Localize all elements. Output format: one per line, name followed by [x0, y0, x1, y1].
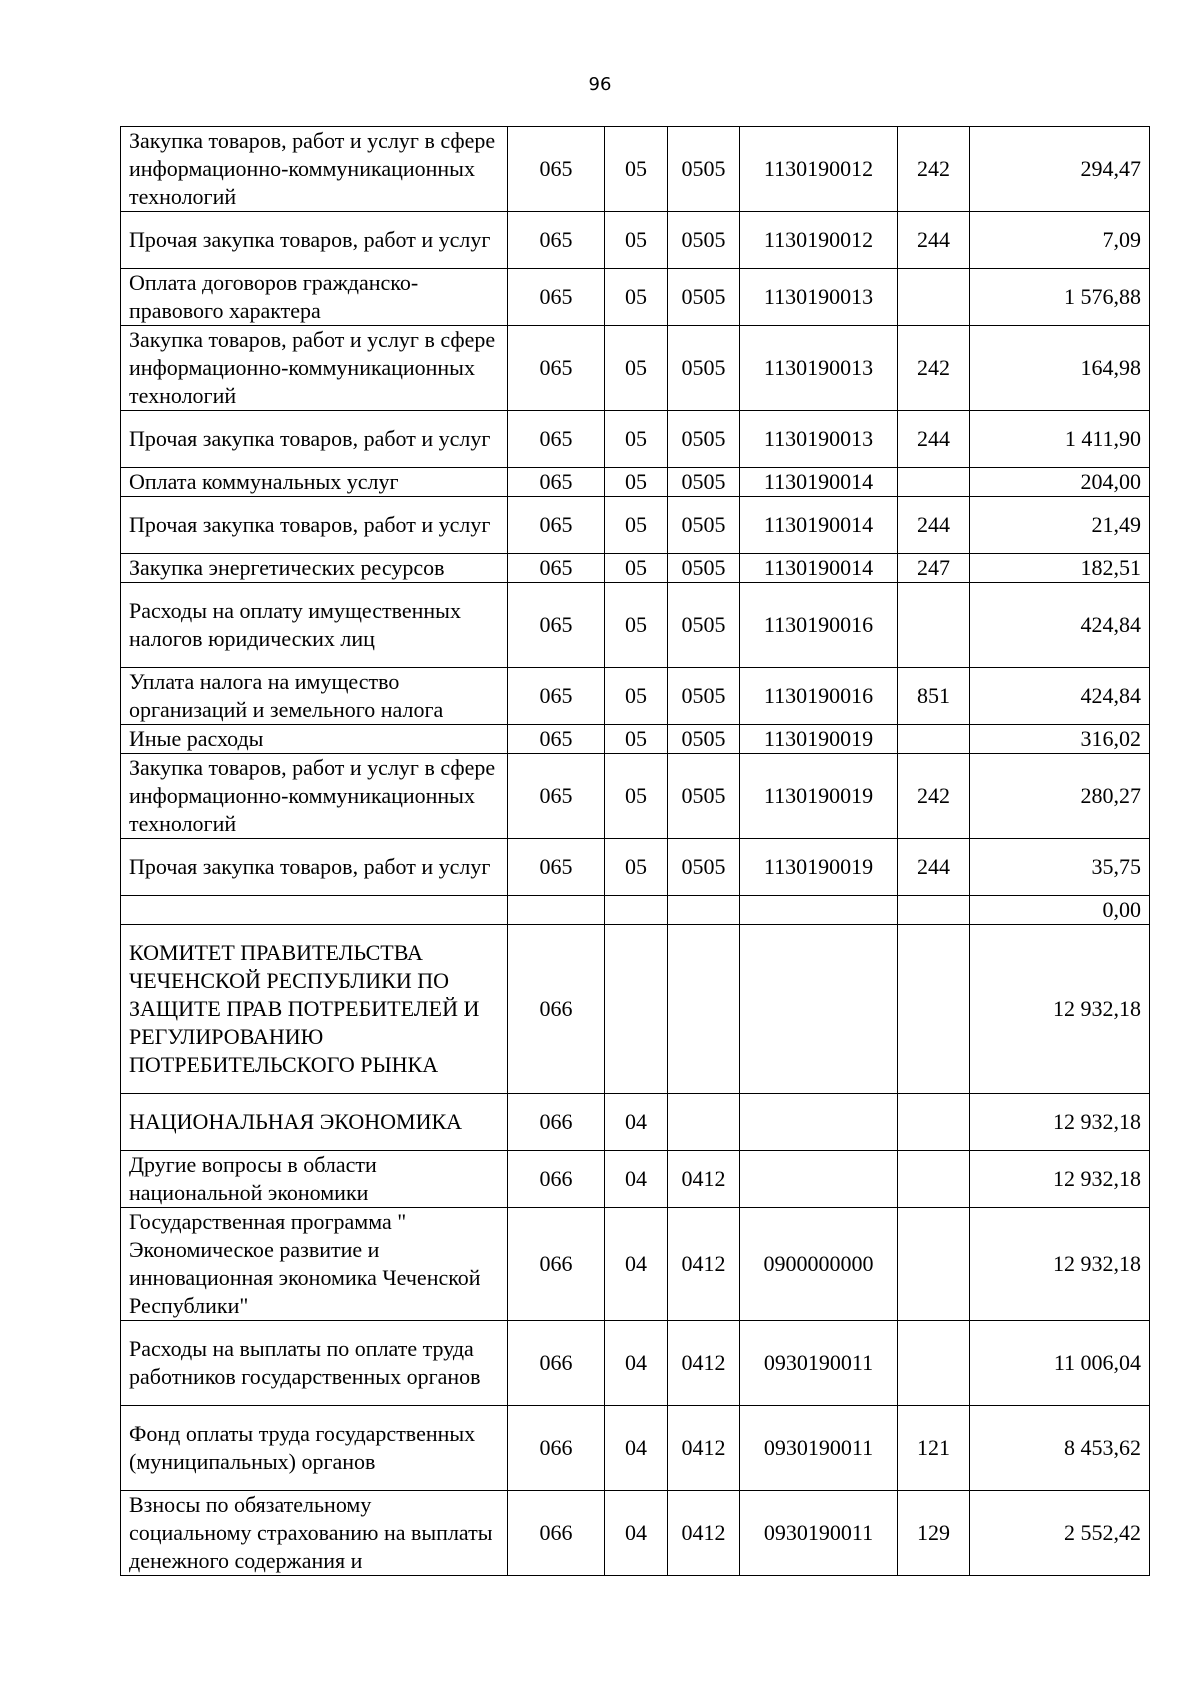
subsection-code-cell: [668, 1094, 740, 1151]
row-name-cell: Оплата договоров гражданско-правового характера: [121, 269, 508, 326]
amount-cell: 164,98: [970, 326, 1150, 411]
expense-type-cell: 129: [898, 1491, 970, 1576]
section-code-cell: 04: [605, 1151, 668, 1208]
target-code-cell: 0930190011: [740, 1491, 898, 1576]
amount-cell: 12 932,18: [970, 1208, 1150, 1321]
table-row: [121, 583, 1150, 668]
row-name-cell: Фонд оплаты труда государственных (муниципальных) органов: [121, 1406, 508, 1491]
ministry-code-cell: 065: [508, 668, 605, 725]
section-code-cell: 05: [605, 668, 668, 725]
target-code-cell: [740, 925, 898, 1094]
section-code-cell: 05: [605, 583, 668, 668]
expense-type-cell: 244: [898, 212, 970, 269]
ministry-code-cell: 066: [508, 1491, 605, 1576]
row-name-cell: Закупка энергетических ресурсов: [121, 554, 508, 583]
subsection-code-cell: 0505: [668, 326, 740, 411]
expense-type-cell: 242: [898, 326, 970, 411]
target-code-cell: 1130190013: [740, 269, 898, 326]
target-code-cell: 1130190013: [740, 411, 898, 468]
section-code-cell: 04: [605, 1208, 668, 1321]
section-code-cell: 05: [605, 326, 668, 411]
section-code-cell: 05: [605, 411, 668, 468]
target-code-cell: 1130190014: [740, 497, 898, 554]
table-row: [121, 127, 1150, 212]
ministry-code-cell: 065: [508, 497, 605, 554]
row-name-cell: [121, 896, 508, 925]
subsection-code-cell: 0412: [668, 1208, 740, 1321]
expense-type-cell: 242: [898, 127, 970, 212]
expense-type-cell: 247: [898, 554, 970, 583]
row-name-cell: Расходы на оплату имущественных налогов юридических лиц: [121, 583, 508, 668]
ministry-code-cell: 065: [508, 839, 605, 896]
expense-type-cell: 244: [898, 411, 970, 468]
expense-type-cell: [898, 468, 970, 497]
amount-cell: 424,84: [970, 583, 1150, 668]
expense-type-cell: [898, 1208, 970, 1321]
subsection-code-cell: 0505: [668, 725, 740, 754]
section-code-cell: 05: [605, 725, 668, 754]
section-code-cell: 05: [605, 212, 668, 269]
table-row: [121, 554, 1150, 583]
section-code-cell: 05: [605, 497, 668, 554]
ministry-code-cell: 066: [508, 1406, 605, 1491]
amount-cell: 2 552,42: [970, 1491, 1150, 1576]
row-name-cell: Оплата коммунальных услуг: [121, 468, 508, 497]
table-row: [121, 1406, 1150, 1491]
amount-cell: 11 006,04: [970, 1321, 1150, 1406]
row-name-cell: Закупка товаров, работ и услуг в сфере информационно-коммуникационных технологий: [121, 127, 508, 212]
table-row: [121, 896, 1150, 925]
amount-cell: 182,51: [970, 554, 1150, 583]
ministry-code-cell: 066: [508, 1321, 605, 1406]
table-row: [121, 326, 1150, 411]
ministry-code-cell: 065: [508, 468, 605, 497]
target-code-cell: 1130190019: [740, 839, 898, 896]
section-code-cell: [605, 925, 668, 1094]
row-name-cell: Прочая закупка товаров, работ и услуг: [121, 411, 508, 468]
section-code-cell: 05: [605, 127, 668, 212]
ministry-code-cell: 065: [508, 269, 605, 326]
target-code-cell: 1130190019: [740, 725, 898, 754]
expense-type-cell: 244: [898, 497, 970, 554]
section-code-cell: 05: [605, 554, 668, 583]
amount-cell: 294,47: [970, 127, 1150, 212]
expense-type-cell: 244: [898, 839, 970, 896]
subsection-code-cell: 0505: [668, 212, 740, 269]
row-name-cell: Уплата налога на имущество организаций и земельного налога: [121, 668, 508, 725]
target-code-cell: [740, 896, 898, 925]
expense-type-cell: [898, 1321, 970, 1406]
amount-cell: 12 932,18: [970, 1094, 1150, 1151]
row-name-cell: Другие вопросы в области национальной экономики: [121, 1151, 508, 1208]
section-code-cell: 04: [605, 1094, 668, 1151]
section-code-cell: 05: [605, 269, 668, 326]
target-code-cell: 1130190012: [740, 212, 898, 269]
table-row: [121, 1151, 1150, 1208]
expense-type-cell: [898, 1094, 970, 1151]
table-row: [121, 212, 1150, 269]
budget-table: [120, 126, 1150, 1576]
ministry-code-cell: 065: [508, 326, 605, 411]
section-code-cell: 04: [605, 1321, 668, 1406]
section-code-cell: 04: [605, 1491, 668, 1576]
target-code-cell: 0900000000: [740, 1208, 898, 1321]
amount-cell: 12 932,18: [970, 925, 1150, 1094]
ministry-code-cell: 066: [508, 1208, 605, 1321]
expense-type-cell: 242: [898, 754, 970, 839]
ministry-code-cell: [508, 896, 605, 925]
subsection-code-cell: 0505: [668, 127, 740, 212]
ministry-code-cell: 065: [508, 411, 605, 468]
subsection-code-cell: [668, 925, 740, 1094]
table-row: [121, 269, 1150, 326]
ministry-code-cell: 065: [508, 127, 605, 212]
table-row: [121, 1208, 1150, 1321]
table-row: [121, 1094, 1150, 1151]
amount-cell: 21,49: [970, 497, 1150, 554]
row-name-cell: Закупка товаров, работ и услуг в сфере информационно-коммуникационных технологий: [121, 326, 508, 411]
ministry-code-cell: 065: [508, 554, 605, 583]
ministry-code-cell: 065: [508, 583, 605, 668]
ministry-code-cell: 065: [508, 754, 605, 839]
amount-cell: 12 932,18: [970, 1151, 1150, 1208]
amount-cell: 280,27: [970, 754, 1150, 839]
row-name-cell: Взносы по обязательному социальному страхованию на выплаты денежного содержания и: [121, 1491, 508, 1576]
expense-type-cell: [898, 1151, 970, 1208]
row-name-cell: Прочая закупка товаров, работ и услуг: [121, 497, 508, 554]
row-name-cell: Государственная программа " Экономическое развитие и инновационная экономика Чеченской Республики": [121, 1208, 508, 1321]
ministry-code-cell: 066: [508, 1151, 605, 1208]
expense-type-cell: 121: [898, 1406, 970, 1491]
subsection-code-cell: 0505: [668, 269, 740, 326]
subsection-code-cell: 0505: [668, 411, 740, 468]
target-code-cell: [740, 1094, 898, 1151]
amount-cell: 0,00: [970, 896, 1150, 925]
subsection-code-cell: 0412: [668, 1491, 740, 1576]
target-code-cell: 1130190016: [740, 668, 898, 725]
subsection-code-cell: 0505: [668, 554, 740, 583]
target-code-cell: 0930190011: [740, 1321, 898, 1406]
table-row: [121, 497, 1150, 554]
row-name-cell: НАЦИОНАЛЬНАЯ ЭКОНОМИКА: [121, 1094, 508, 1151]
subsection-code-cell: 0505: [668, 468, 740, 497]
expense-type-cell: 851: [898, 668, 970, 725]
table-row: [121, 725, 1150, 754]
ministry-code-cell: 065: [508, 212, 605, 269]
section-code-cell: 05: [605, 468, 668, 497]
subsection-code-cell: 0412: [668, 1151, 740, 1208]
table-row: [121, 1321, 1150, 1406]
subsection-code-cell: 0505: [668, 839, 740, 896]
table-row: [121, 468, 1150, 497]
table-row: [121, 1491, 1150, 1576]
expense-type-cell: [898, 583, 970, 668]
ministry-code-cell: 066: [508, 925, 605, 1094]
target-code-cell: 1130190016: [740, 583, 898, 668]
table-body: [121, 127, 1150, 1576]
expense-type-cell: [898, 725, 970, 754]
page-number: 96: [588, 74, 612, 95]
section-code-cell: [605, 896, 668, 925]
target-code-cell: 1130190019: [740, 754, 898, 839]
section-code-cell: 05: [605, 754, 668, 839]
subsection-code-cell: 0505: [668, 583, 740, 668]
amount-cell: 424,84: [970, 668, 1150, 725]
row-name-cell: КОМИТЕТ ПРАВИТЕЛЬСТВА ЧЕЧЕНСКОЙ РЕСПУБЛИКИ ПО ЗАЩИТЕ ПРАВ ПОТРЕБИТЕЛЕЙ И РЕГУЛИРОВАНИЮ ПОТРЕБИТЕЛЬСКОГО РЫНКА: [121, 925, 508, 1094]
amount-cell: 1 411,90: [970, 411, 1150, 468]
table-row: [121, 668, 1150, 725]
target-code-cell: 1130190012: [740, 127, 898, 212]
target-code-cell: 1130190014: [740, 468, 898, 497]
amount-cell: 7,09: [970, 212, 1150, 269]
expense-type-cell: [898, 925, 970, 1094]
subsection-code-cell: 0412: [668, 1406, 740, 1491]
table-row: [121, 411, 1150, 468]
ministry-code-cell: 065: [508, 725, 605, 754]
amount-cell: 1 576,88: [970, 269, 1150, 326]
subsection-code-cell: [668, 896, 740, 925]
amount-cell: 35,75: [970, 839, 1150, 896]
amount-cell: 8 453,62: [970, 1406, 1150, 1491]
subsection-code-cell: 0505: [668, 668, 740, 725]
amount-cell: 316,02: [970, 725, 1150, 754]
subsection-code-cell: 0505: [668, 497, 740, 554]
row-name-cell: Иные расходы: [121, 725, 508, 754]
table-row: [121, 839, 1150, 896]
section-code-cell: 04: [605, 1406, 668, 1491]
row-name-cell: Закупка товаров, работ и услуг в сфере информационно-коммуникационных технологий: [121, 754, 508, 839]
subsection-code-cell: 0505: [668, 754, 740, 839]
subsection-code-cell: 0412: [668, 1321, 740, 1406]
table-row: [121, 754, 1150, 839]
table-row: [121, 925, 1150, 1094]
amount-cell: 204,00: [970, 468, 1150, 497]
expense-type-cell: [898, 896, 970, 925]
ministry-code-cell: 066: [508, 1094, 605, 1151]
row-name-cell: Расходы на выплаты по оплате труда работников государственных органов: [121, 1321, 508, 1406]
target-code-cell: 0930190011: [740, 1406, 898, 1491]
target-code-cell: 1130190014: [740, 554, 898, 583]
section-code-cell: 05: [605, 839, 668, 896]
target-code-cell: [740, 1151, 898, 1208]
row-name-cell: Прочая закупка товаров, работ и услуг: [121, 839, 508, 896]
row-name-cell: Прочая закупка товаров, работ и услуг: [121, 212, 508, 269]
expense-type-cell: [898, 269, 970, 326]
target-code-cell: 1130190013: [740, 326, 898, 411]
